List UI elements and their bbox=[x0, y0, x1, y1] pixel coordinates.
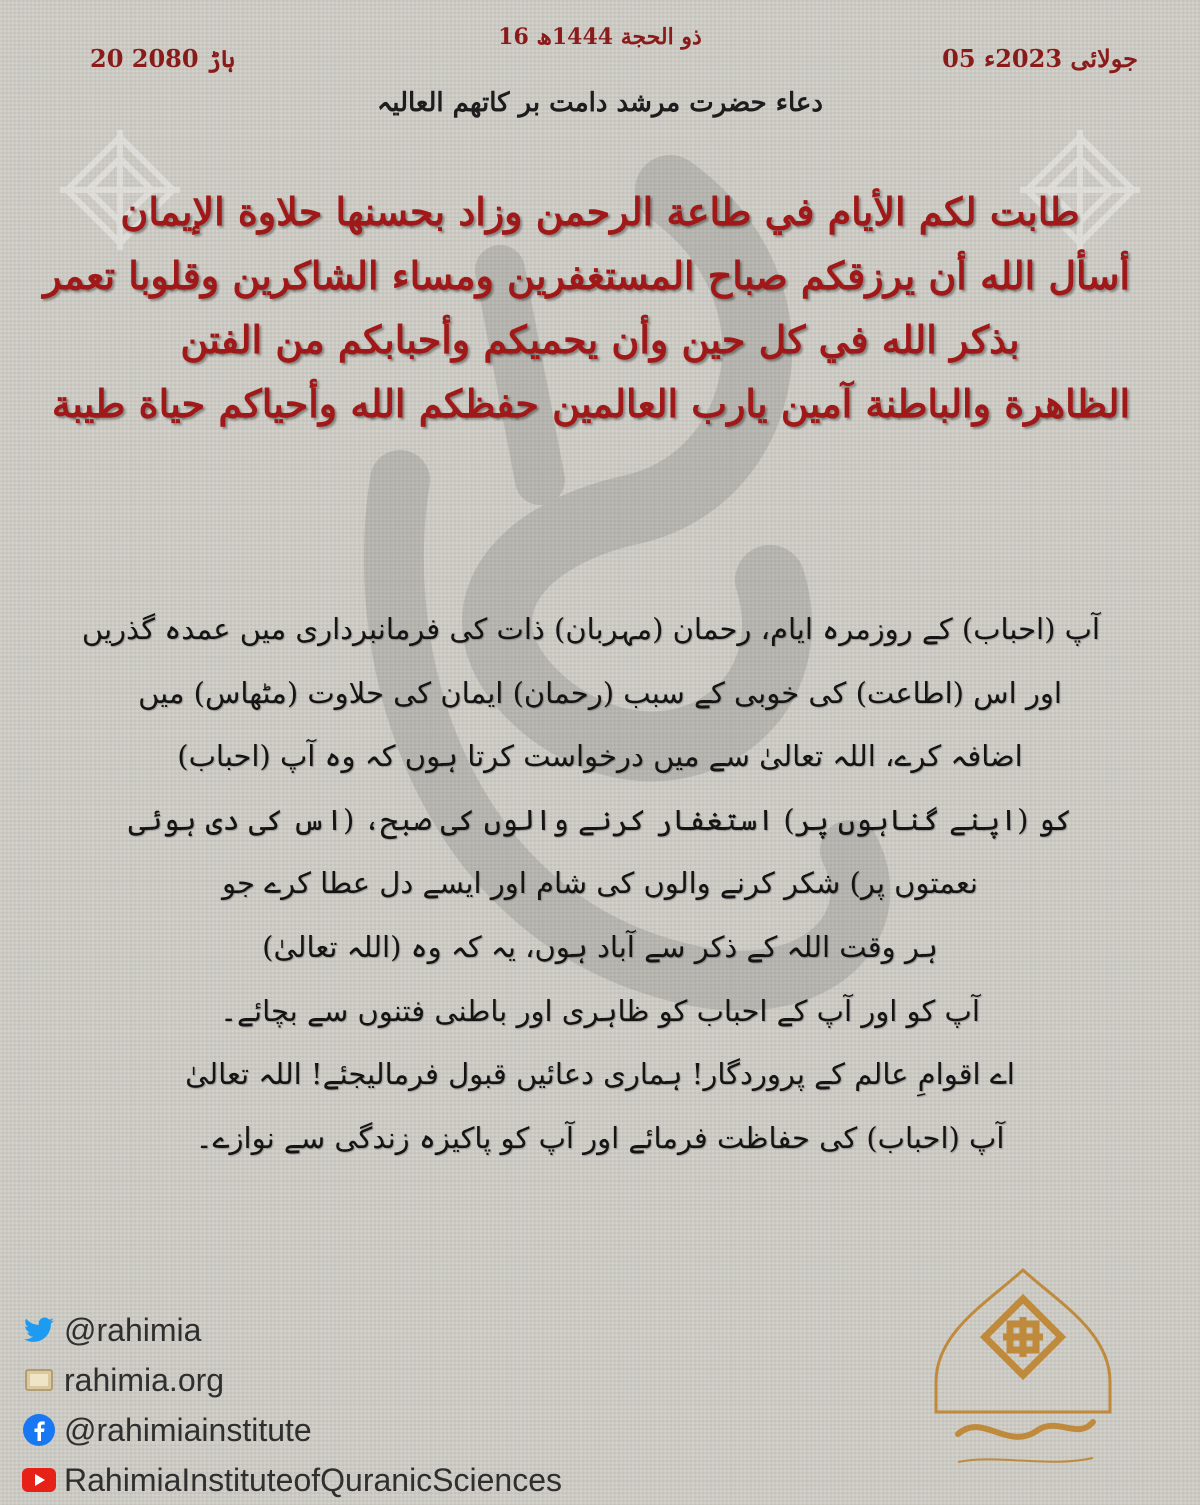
urdu-translation bbox=[81, 598, 1100, 1170]
facebook-link[interactable] bbox=[22, 1405, 562, 1455]
youtube-link[interactable] bbox=[22, 1455, 562, 1505]
facebook-handle: @rahimiainstitute bbox=[64, 1411, 312, 1448]
gregorian-date: 05 جولائی 2023ء bbox=[942, 44, 1138, 73]
urdu-line: ہر وقت اللہ کے ذکر سے آباد ہوں، یہ کہ وہ (اللہ تعالیٰ) bbox=[262, 929, 938, 964]
twitter-bird-icon bbox=[22, 1313, 56, 1347]
twitter-handle: @rahimia bbox=[64, 1311, 202, 1348]
arabic-line: بذكر الله في كل حين وأن يحميكم وأحبابكم من الفتن bbox=[180, 317, 1020, 362]
arabic-line: الظاهرة والباطنة آمين يارب العالمين حفظكم الله وأحياكم حياة طيبة bbox=[51, 381, 1130, 426]
youtube-icon bbox=[22, 1463, 56, 1497]
hijri-date: 16 ذو الحجة 1444ھ bbox=[498, 24, 702, 50]
dua-heading: دعاء حضرت مرشد دامت بر کاتھم العالیہ bbox=[377, 88, 823, 118]
rahimia-logo bbox=[928, 1262, 1118, 1492]
facebook-icon bbox=[22, 1413, 56, 1447]
website-link[interactable] bbox=[22, 1355, 562, 1405]
urdu-line: آپ (احباب) کی حفاظت فرمائے اور آپ کو پاکیزہ زندگی سے نوازے۔ bbox=[195, 1120, 1005, 1155]
urdu-line: اور اس (اطاعت) کی خوبی کے سبب (رحمان) ایمان کی حلاوت (مٹھاس) میں bbox=[138, 675, 1062, 710]
website-url: rahimia.org bbox=[64, 1361, 225, 1398]
website-icon bbox=[22, 1363, 56, 1397]
social-links bbox=[22, 1305, 562, 1505]
twitter-link[interactable] bbox=[22, 1305, 562, 1355]
urdu-line: نعمتوں پر) شکر کرنے والوں کی شام اور ایسے دل عطا کرے جو bbox=[222, 866, 978, 901]
urdu-line: آپ کو اور آپ کے احباب کو ظاہری اور باطنی فتنوں سے بچائے۔ bbox=[220, 993, 980, 1028]
arabic-line: طابت لكم الأيام في طاعة الرحمن وزاد بحسنها حلاوة الإيمان bbox=[120, 189, 1080, 234]
youtube-channel: RahimiaInstituteofQuranicSciences bbox=[64, 1461, 563, 1498]
desi-date: 20 ہاڑ 2080 bbox=[90, 44, 236, 73]
urdu-line: کو (اپنے گناہوں پر) استغفار کرنے والوں کی صبح، (اس کی دی ہوئی bbox=[128, 802, 1072, 837]
urdu-line: اے اقوامِ عالم کے پروردگار! ہماری دعائیں قبول فرمالیجئے! اللہ تعالیٰ bbox=[185, 1057, 1015, 1092]
arabic-dua bbox=[43, 180, 1130, 436]
arabic-line: أسأل الله أن يرزقكم صباح المستغفرين ومساء الشاكرين وقلوبا تعمر bbox=[43, 253, 1130, 298]
urdu-line: آپ (احباب) کے روزمرہ ایام، رحمان (مہربان) ذات کی فرمانبرداری میں عمدہ گذریں bbox=[81, 612, 1100, 646]
urdu-line: اضافہ کرے، اللہ تعالیٰ سے میں درخواست کرتا ہوں کہ وہ آپ (احباب) bbox=[177, 739, 1023, 774]
